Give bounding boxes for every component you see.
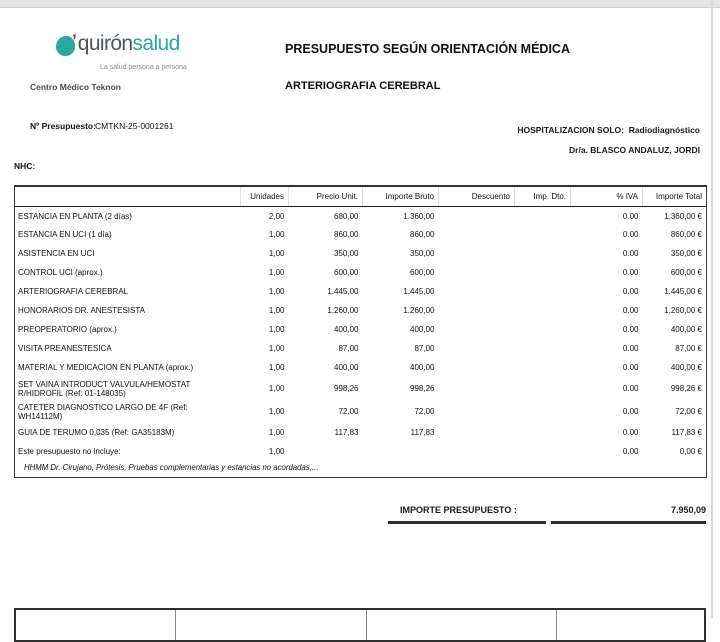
cell-precio_unit: 680,00	[334, 211, 359, 221]
importe-presupuesto-value: 7.950,09	[670, 505, 706, 515]
cell-concepto: Este presupuesto no incluye:	[18, 447, 121, 457]
cell-imp_dto	[515, 401, 571, 424]
cell-iva: 0.00	[622, 447, 639, 457]
cell-imp_dto	[515, 302, 571, 321]
cell-importe_total: 400,00 €	[670, 325, 702, 335]
cell-importe_bruto: 1.445,00	[403, 287, 435, 297]
cell-importe_total: 72,00 €	[675, 407, 702, 417]
cell-imp_dto	[515, 359, 571, 378]
cell-precio_unit: 400,00	[334, 363, 359, 373]
cell-iva: 0.00	[622, 325, 639, 335]
cell-importe_total: 860,00 €	[670, 230, 702, 240]
cell-descuento	[439, 424, 515, 443]
cell-descuento	[439, 340, 515, 359]
center-name: Centro Médico Teknon	[30, 82, 121, 92]
cell-concepto: ARTERIOGRAFIA CEREBRAL	[18, 287, 129, 297]
cell-importe_total: 0,00 €	[679, 447, 702, 457]
nhc-label: NHC:	[14, 161, 36, 171]
note-row	[15, 462, 707, 478]
column-header: Descuento	[439, 186, 515, 207]
presupuesto-number-value: CMTKN-25-0001261	[95, 121, 174, 131]
cell-importe_bruto: 117,83	[410, 428, 435, 438]
cell-concepto: GUIA DE TERUMO 0,035 (Ref: GA35183M)	[18, 428, 175, 438]
document-subtitle: ARTERIOGRAFIA CEREBRAL	[285, 80, 441, 92]
cell-precio_unit: 72,00	[338, 407, 359, 417]
cell-concepto: ESTANCIA EN UCI (1 día)	[18, 230, 112, 240]
cell-importe_total: 400,00 €	[670, 363, 702, 373]
cell-concepto: MATERIAL Y MEDICACION EN PLANTA (aprox.)	[18, 363, 194, 373]
column-header: Unidades	[241, 186, 289, 207]
hospitalizacion-line	[517, 125, 700, 135]
document-title: PRESUPUESTO SEGÚN ORIENTACIÓN MÉDICA	[285, 42, 570, 56]
exclusions-note: HHMM Dr. Cirujano, Prótesis, Pruebas complementarias y estancias no acordadas,...	[24, 462, 319, 472]
cell-iva: 0.00	[622, 384, 639, 394]
cell-descuento	[439, 207, 515, 226]
cell-unidades: 1,00	[268, 230, 285, 240]
cell-imp_dto	[515, 207, 571, 226]
cell-concepto: ESTANCIA EN PLANTA (2 días)	[18, 211, 132, 221]
table-row	[15, 245, 707, 264]
hospitalizacion-value: Radiodiagnóstico	[628, 125, 700, 135]
cell-importe_total: 117,83 €	[671, 428, 702, 438]
cell-iva: 0.00	[622, 306, 639, 316]
table-row	[15, 401, 707, 424]
logo-tagline: La salud persona a persona	[100, 64, 187, 71]
cell-imp_dto	[515, 283, 571, 302]
cell-importe_total: 998,26 €	[670, 384, 702, 394]
cell-importe_bruto: 860,00	[410, 230, 435, 240]
cell-descuento	[439, 226, 515, 245]
table-row	[15, 443, 707, 462]
cell-unidades: 1,00	[268, 447, 285, 457]
cell-precio_unit: 1.260,00	[327, 306, 359, 316]
cell-concepto: CONTROL UCI (aprox.)	[18, 268, 103, 278]
cell-concepto: ASISTENCIA EN UCI	[18, 249, 95, 259]
cell-importe_bruto	[363, 443, 439, 462]
cell-imp_dto	[515, 424, 571, 443]
column-header: % IVA	[571, 186, 643, 207]
cell-unidades: 1,00	[268, 325, 285, 335]
cell-precio_unit: 860,00	[334, 230, 359, 240]
cell-precio_unit: 87,00	[338, 344, 359, 354]
quironsalud-logo	[56, 33, 180, 56]
cell-imp_dto	[515, 226, 571, 245]
page-right-edge	[711, 0, 713, 618]
cell-unidades: 2,00	[268, 211, 285, 221]
table-row	[15, 226, 707, 245]
cell-importe_bruto: 400,00	[410, 325, 435, 335]
cell-precio_unit: 400,00	[334, 325, 359, 335]
cell-imp_dto	[515, 443, 571, 462]
table-row	[15, 321, 707, 340]
cell-descuento	[439, 302, 515, 321]
table-row	[15, 424, 707, 443]
importe-presupuesto-label: IMPORTE PRESUPUESTO :	[400, 505, 517, 515]
cell-precio_unit: 998,26	[334, 384, 359, 394]
summary-underline-right	[551, 521, 706, 524]
logo-wordmark-salud: salud	[132, 32, 180, 55]
cell-iva: 0.00	[622, 249, 639, 259]
cell-precio_unit: 1.445,00	[327, 287, 359, 297]
cell-importe_bruto: 600,00	[410, 268, 435, 278]
footer-box	[14, 608, 706, 642]
cell-unidades: 1,00	[268, 306, 285, 316]
cell-importe_total: 1.445,00 €	[664, 287, 702, 297]
footer-box-divider	[556, 610, 557, 640]
items-tbody	[15, 207, 707, 462]
table-row	[15, 264, 707, 283]
table-row	[15, 207, 707, 226]
cell-iva: 0.00	[622, 268, 639, 278]
logo-wordmark-quiron: quirón	[77, 32, 133, 55]
cell-iva: 0.00	[622, 407, 639, 417]
hospitalizacion-label: HOSPITALIZACION SOLO:	[517, 125, 624, 135]
cell-precio_unit: 350,00	[334, 249, 359, 259]
table-row	[15, 302, 707, 321]
footer-box-divider	[175, 610, 176, 640]
items-note-body	[15, 462, 707, 478]
cell-imp_dto	[515, 340, 571, 359]
table-header-row	[15, 186, 707, 207]
column-header: Importe Bruto	[363, 186, 439, 207]
cell-importe_bruto: 1.360,00	[403, 211, 435, 221]
cell-descuento	[439, 283, 515, 302]
items-table-container	[14, 185, 706, 478]
cell-concepto: VISITA PREANESTESICA	[18, 344, 112, 354]
presupuesto-number-label: Nº Presupuesto:	[30, 121, 96, 131]
cell-concepto: HONORARIOS DR. ANESTESISTA	[18, 306, 145, 316]
cell-iva: 0.00	[622, 428, 639, 438]
cell-importe_total: 1.260,00 €	[664, 306, 702, 316]
cell-precio_unit: 600,00	[334, 268, 359, 278]
cell-importe_bruto: 400,00	[410, 363, 435, 373]
cell-importe_bruto: 1.260,00	[403, 306, 435, 316]
cell-concepto: PREOPERATORIO (aprox.)	[18, 325, 117, 335]
cell-iva: 0.00	[622, 230, 639, 240]
cell-importe_bruto: 998,26	[410, 384, 435, 394]
cell-unidades: 1,00	[268, 268, 285, 278]
cell-importe_bruto: 72,00	[414, 407, 435, 417]
doctor-name: Dr/a. BLASCO ANDALUZ, JORDI	[569, 145, 700, 155]
cell-unidades: 1,00	[268, 384, 285, 394]
table-row	[15, 283, 707, 302]
footer-box-divider	[366, 610, 367, 640]
cell-concepto: SET VAINA INTRODUCT VALVULA/HEMOSTAT R/HIDROFIL (Ref: 01-148035)	[18, 379, 191, 398]
cell-iva: 0.00	[622, 363, 639, 373]
cell-unidades: 1,00	[268, 363, 285, 373]
column-header	[15, 186, 241, 207]
summary-underline-left	[388, 521, 546, 524]
cell-descuento	[439, 264, 515, 283]
cell-descuento	[439, 443, 515, 462]
column-header: Imp. Dto.	[515, 186, 571, 207]
cell-unidades: 1,00	[268, 428, 285, 438]
cell-iva: 0.00	[622, 344, 639, 354]
column-header: Precio Unit.	[289, 186, 363, 207]
cell-imp_dto	[515, 264, 571, 283]
items-table	[14, 185, 707, 478]
logo-wordmark	[78, 33, 180, 55]
cell-unidades: 1,00	[268, 287, 285, 297]
cell-descuento	[439, 359, 515, 378]
cell-imp_dto	[515, 245, 571, 264]
table-row	[15, 378, 707, 401]
logo-apostrophe-icon: ’	[72, 31, 77, 50]
cell-importe_total: 87,00 €	[675, 344, 702, 354]
cell-importe_total: 1.360,00 €	[664, 211, 702, 221]
cell-importe_bruto: 350,00	[410, 249, 435, 259]
cell-precio_unit	[289, 443, 363, 462]
cell-imp_dto	[515, 321, 571, 340]
cell-descuento	[439, 378, 515, 401]
cell-iva: 0.00	[622, 211, 639, 221]
cell-importe_total: 600,00 €	[670, 268, 702, 278]
cell-unidades: 1,00	[268, 344, 285, 354]
cell-iva: 0.00	[622, 287, 639, 297]
cell-descuento	[439, 245, 515, 264]
cell-precio_unit: 117,83	[334, 428, 359, 438]
cell-importe_total: 350,00 €	[670, 249, 702, 259]
page-top-edge	[0, 0, 720, 8]
cell-descuento	[439, 321, 515, 340]
cell-imp_dto	[515, 378, 571, 401]
cell-concepto: CATETER DIAGNOSTICO LARGO DE 4F (Ref: WH14112M)	[18, 402, 188, 421]
column-header: Importe Total	[643, 186, 707, 207]
table-row	[15, 340, 707, 359]
cell-unidades: 1,00	[268, 407, 285, 417]
items-table-head	[15, 186, 707, 207]
cell-descuento	[439, 401, 515, 424]
table-row	[15, 359, 707, 378]
cell-importe_bruto: 87,00	[414, 344, 435, 354]
cell-unidades: 1,00	[268, 249, 285, 259]
